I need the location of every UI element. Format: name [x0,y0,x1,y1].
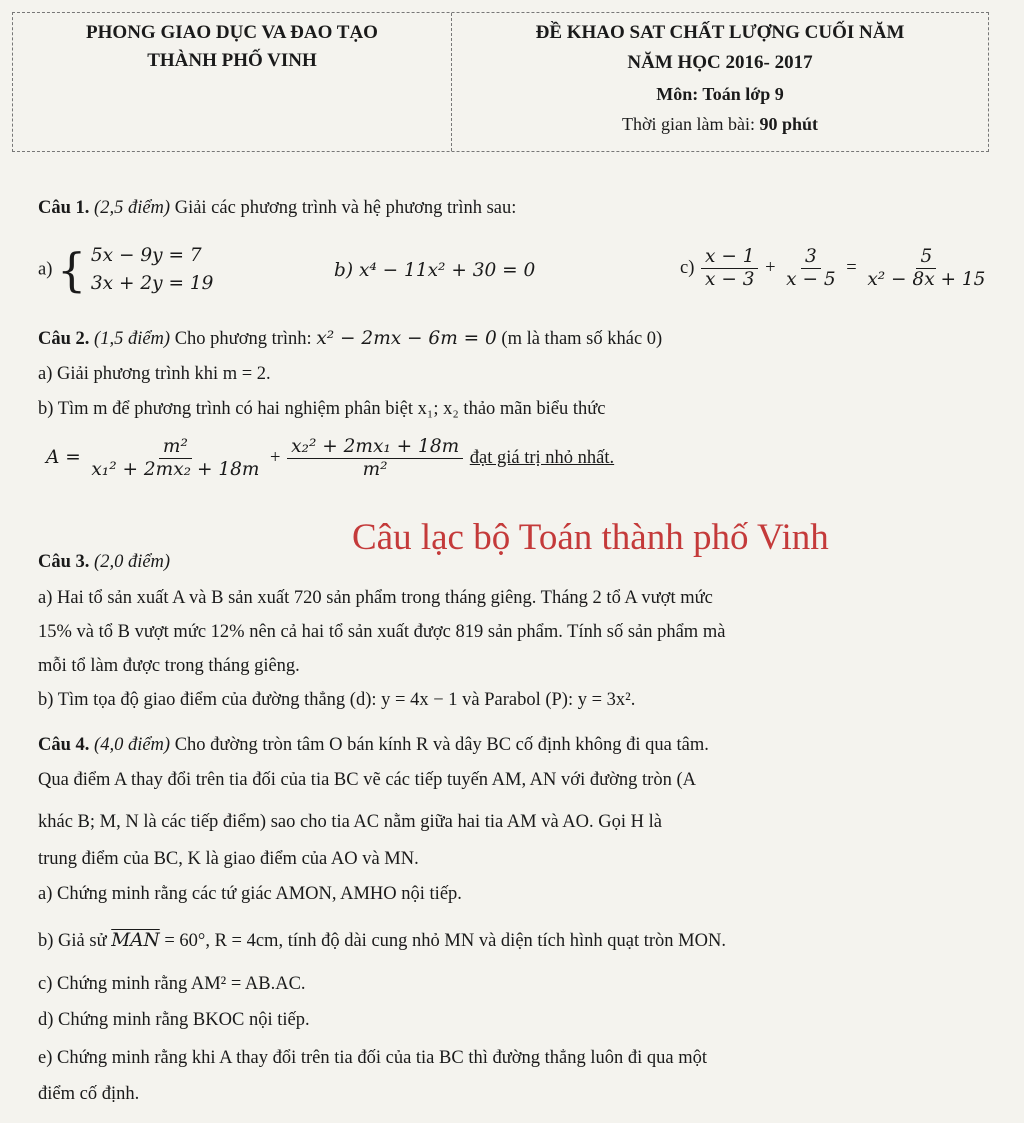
q4-b-pre: b) Giả sử [38,931,107,951]
expr-fraction-2-num: x₂² + 2mx₁ + 18m [287,436,463,459]
q4-label: Câu 4. [38,735,90,755]
q1-part-c [680,246,991,291]
city-name: THÀNH PHỐ VINH [147,50,317,71]
department-block [13,13,452,151]
q3-heading [38,552,170,573]
expr-fraction-2 [287,436,463,481]
q4-b-post: = 60°, R = 4cm, tính độ dài cung nhỏ MN và diện tích hình quạt tròn MON. [164,931,726,951]
fraction-3 [863,246,989,291]
fraction-2-den: x − 5 [786,269,836,290]
q2-expression [46,436,614,481]
q1-part-b: b) x⁴ − 11x² + 30 = 0 [334,260,536,281]
system-brace: { [57,243,87,297]
time-limit [452,109,988,139]
time-value: 90 phút [759,114,819,134]
q3-a-line3: mỗi tổ làm được trong tháng giêng. [38,656,300,676]
expr-fraction-1 [87,436,263,481]
q3-a-line2: 15% và tổ B vượt mức 12% nên cả hai tổ sản xuất được 819 sản phẩm. Tính số sản phẩm mà [38,622,726,642]
q2-heading [38,328,662,350]
club-watermark: Câu lạc bộ Toán thành phố Vinh [352,517,829,558]
q1-part-a [38,242,213,298]
plus-sign: + [765,257,776,278]
q4-line4: trung điểm của BC, K là giao điểm của AO và MN. [38,849,419,869]
q1-label: Câu 1. [38,198,90,218]
angle-man: $\overline{MAN}$ [111,930,160,951]
expr-tail: đạt giá trị nhỏ nhất. [469,447,615,468]
q4-points: (4,0 điểm) [94,735,171,755]
q1-points: (2,5 điểm) [94,198,171,218]
equation-system [91,242,214,298]
equals-sign: = [846,257,857,278]
q2-part-b: b) Tìm m để phương trình có hai nghiệm phân biệt x₁; x₂ thảo mãn biểu thức [38,399,606,419]
expr-plus: + [270,447,281,468]
fraction-2 [782,246,839,291]
subject: Môn: Toán lớp 9 [656,84,784,104]
department-name: PHONG GIAO DỤC VA ĐAO TẠO [86,22,378,43]
q4-line2: Qua điểm A thay đổi trên tia đối của tia BC vẽ các tiếp tuyến AM, AN với đường tròn (A [38,770,696,790]
exam-header [12,12,989,152]
expr-fraction-2-den: m² [362,459,388,480]
q2-label: Câu 2. [38,329,90,349]
q1-heading [38,198,516,219]
q3-label: Câu 3. [38,552,90,572]
q2-text: Cho phương trình: [174,329,312,349]
q4-part-b [38,930,726,952]
expr-label: A = [46,446,81,468]
fraction-1 [701,246,758,291]
expr-fraction-1-den: x₁² + 2mx₂ + 18m [91,459,260,480]
q1-text: Giải các phương trình và hệ phương trình sau: [174,198,517,218]
q2-part-a: a) Giải phương trình khi m = 2. [38,364,271,384]
q4-part-a: a) Chứng minh rằng các tứ giác AMON, AMHO nội tiếp. [38,884,462,904]
fraction-2-num: 3 [801,246,821,269]
fraction-3-den: x² − 8x + 15 [867,269,986,290]
school-year: NĂM HỌC 2016- 2017 [627,52,813,73]
q4-part-d: d) Chứng minh rằng BKOC nội tiếp. [38,1010,310,1030]
fraction-1-den: x − 3 [705,269,755,290]
q3-points: (2,0 điểm) [94,552,171,572]
q4-e-line1: e) Chứng minh rằng khi A thay đổi trên tia đối của tia BC thì đường thẳng luôn đi qua một [38,1048,708,1068]
q2-note: (m là tham số khác 0) [501,329,663,349]
q2-points: (1,5 điểm) [94,329,171,349]
system-eq2: 3x + 2y = 19 [90,273,214,294]
q4-line3: khác B; M, N là các tiếp điểm) sao cho tia AC nằm giữa hai tia AM và AO. Gọi H là [38,812,662,832]
q4-line1: Cho đường tròn tâm O bán kính R và dây BC cố định không đi qua tâm. [174,735,709,755]
exam-info-block [452,13,988,151]
fraction-1-num: x − 1 [701,246,758,269]
q4-e-line2: điểm cố định. [38,1084,140,1104]
expr-fraction-1-num: m² [159,436,192,459]
q2-equation: x² − 2mx − 6m = 0 [316,328,497,349]
time-label: Thời gian làm bài: [621,114,755,134]
q3-a-line1: a) Hai tổ sản xuất A và B sản xuất 720 sản phẩm trong tháng giêng. Tháng 2 tổ A vượt mức [38,588,713,608]
q3-part-b: b) Tìm tọa độ giao điểm của đường thẳng (d): y = 4x − 1 và Parabol (P): y = 3x². [38,690,636,710]
fraction-3-num: 5 [916,246,936,269]
q1-c-label: c) [680,257,695,278]
system-eq1: 5x − 9y = 7 [90,245,202,266]
q1-a-label: a) [38,259,53,280]
q4-part-c: c) Chứng minh rằng AM² = AB.AC. [38,974,306,994]
q4-heading [38,735,709,756]
exam-title: ĐỀ KHAO SAT CHẤT LƯỢNG CUỐI NĂM [535,22,905,43]
